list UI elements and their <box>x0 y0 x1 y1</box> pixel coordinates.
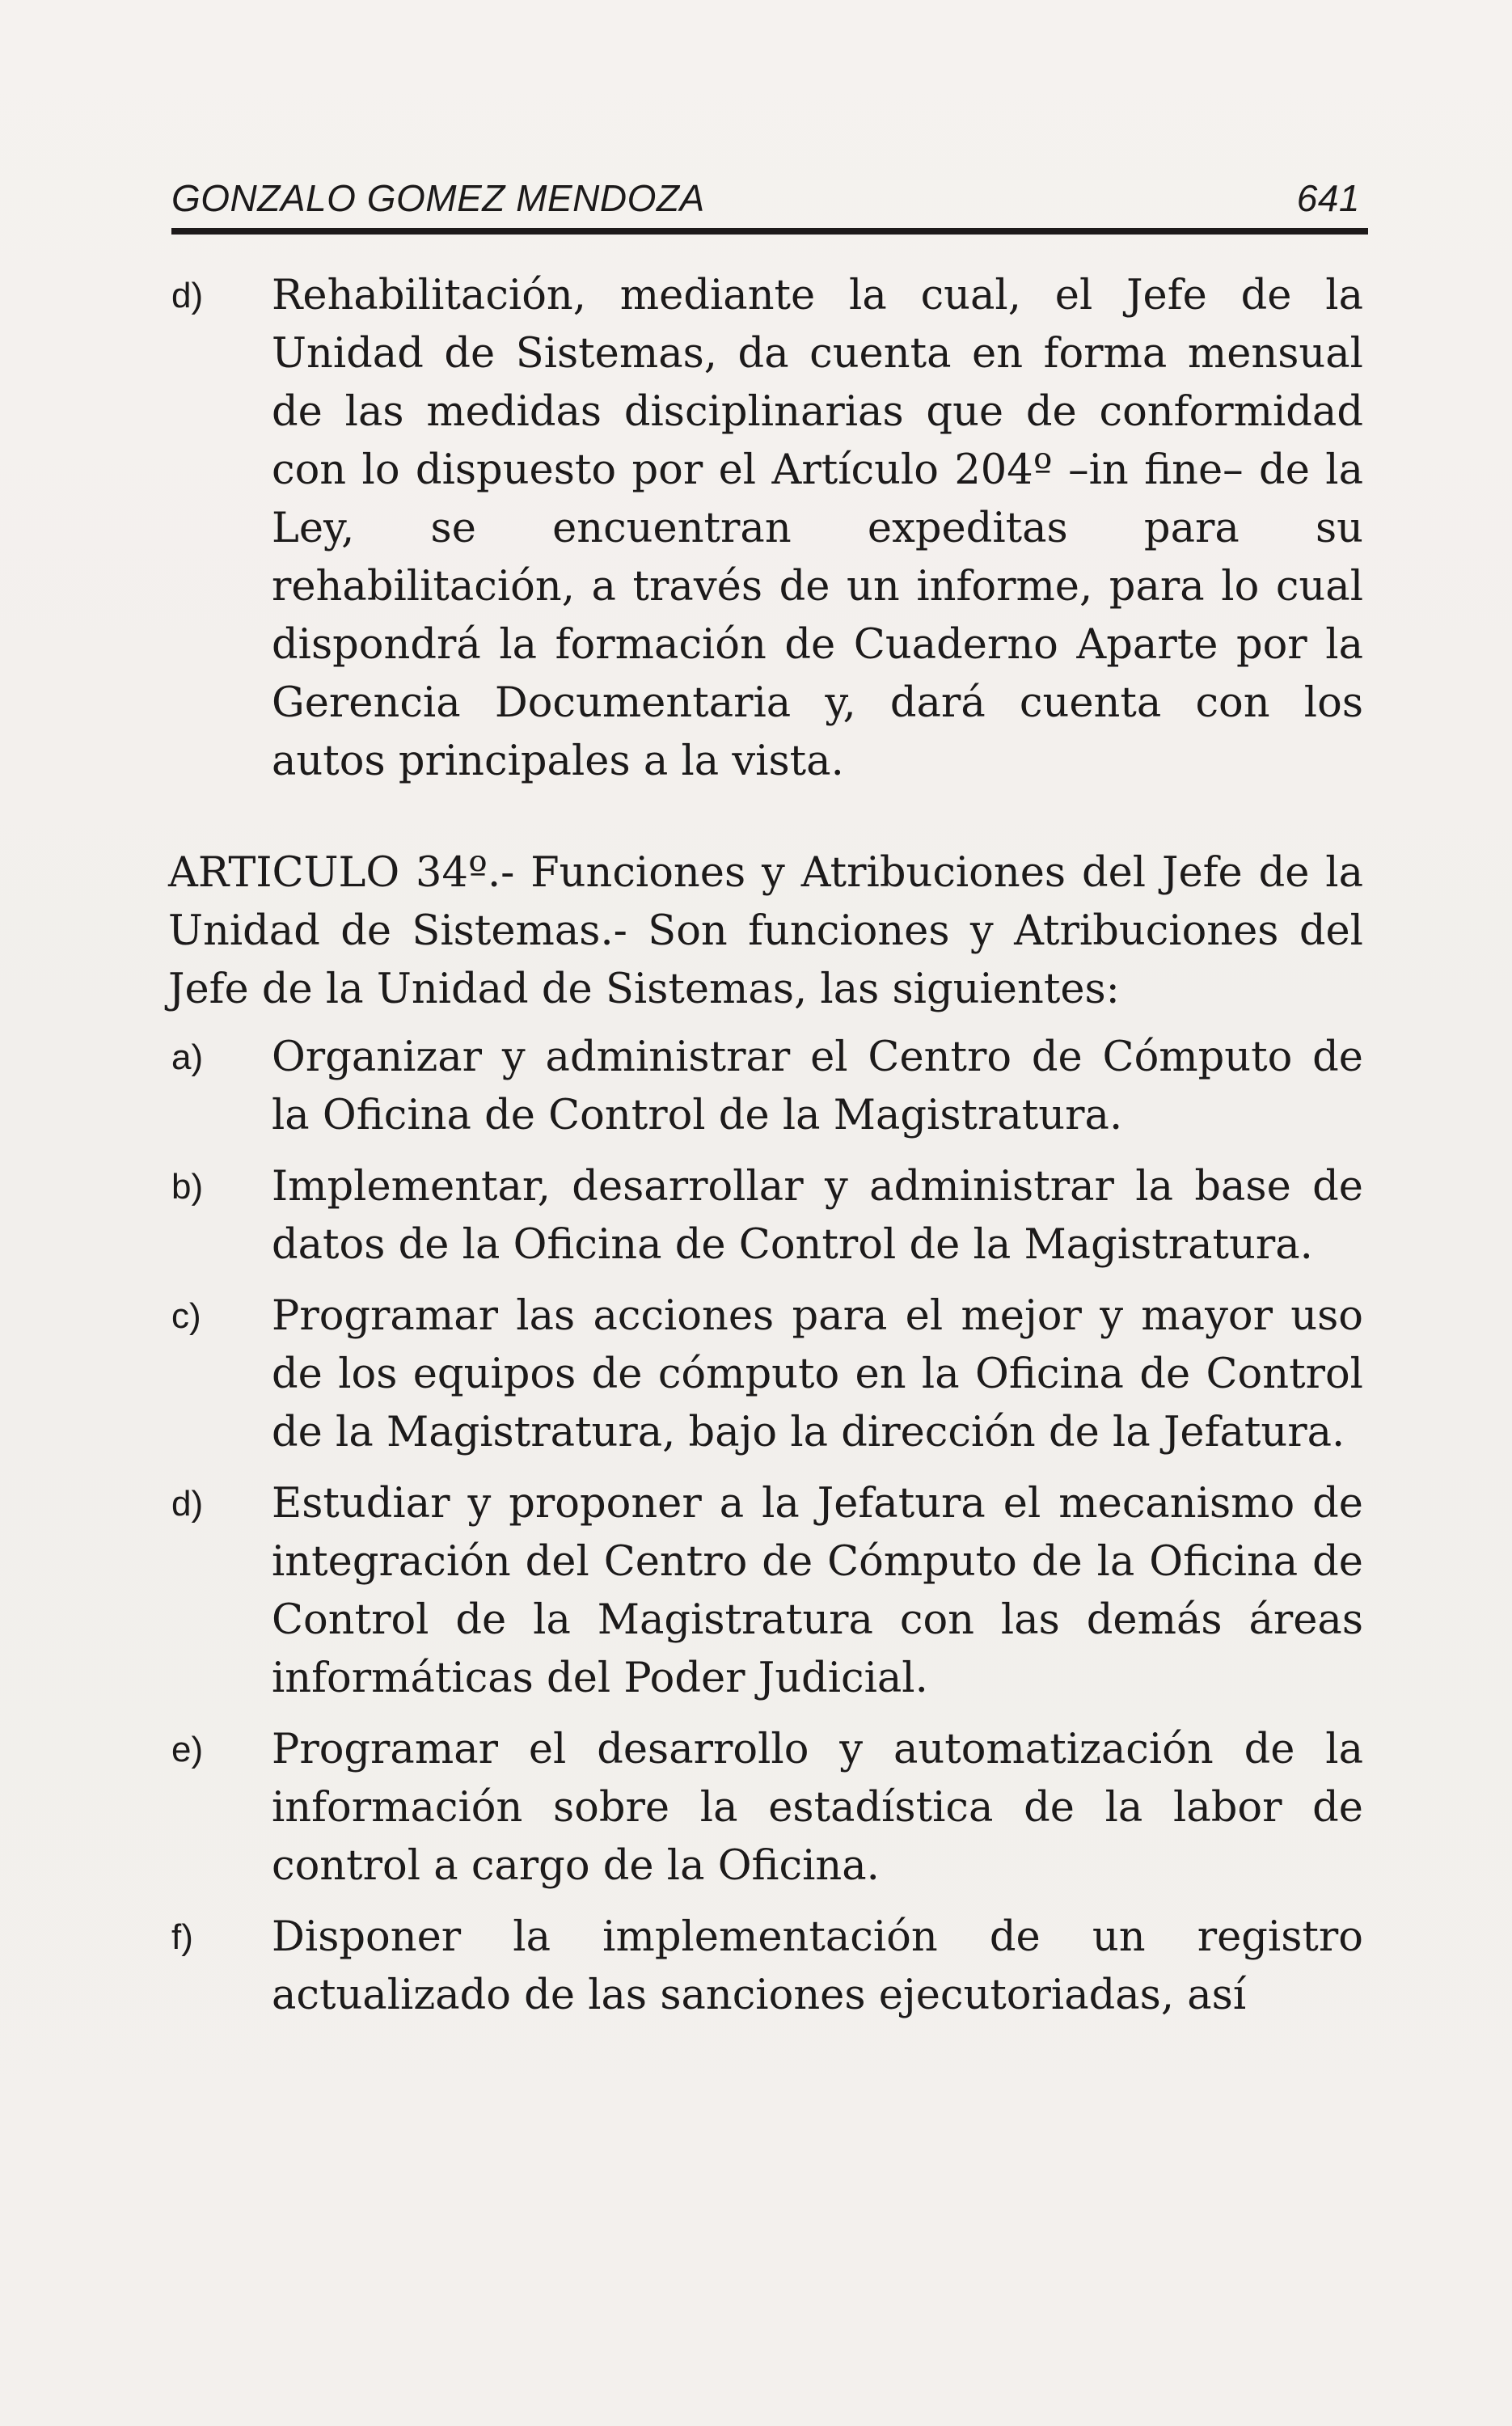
article-34-heading: ARTICULO 34º.- Funciones y Atribuciones del Jefe de la Unidad de Sistemas.- Son funciones y Atribuciones del Jefe de la Unidad de Sistemas, las siguientes: <box>168 849 1363 1013</box>
list-marker: f) <box>171 1917 193 1957</box>
list-item-text: Organizar y administrar el Centro de Cómputo de la Oficina de Control de la Magistratura. <box>272 1033 1363 1139</box>
list-item <box>168 1475 1363 1708</box>
page-body <box>168 267 1363 2025</box>
running-head <box>171 139 1360 217</box>
page-number: 641 <box>1296 177 1360 219</box>
list-marker: e) <box>171 1730 204 1769</box>
list-item <box>168 1721 1363 1896</box>
list-item <box>168 1908 1363 2025</box>
running-head-author: GONZALO GOMEZ MENDOZA <box>171 177 705 219</box>
article-34-functions-list <box>168 1029 1363 2025</box>
list-item-text: Estudiar y proponer a la Jefatura el mecanismo de integración del Centro de Cómputo de la Oficina de Control de la Magistratura con las demás áreas informáticas del Poder Judicial. <box>272 1480 1363 1702</box>
list-marker: b) <box>171 1167 204 1207</box>
list-item-text: Programar el desarrollo y automatización de la información sobre la estadística de la labor de control a cargo de la Oficina. <box>272 1726 1363 1890</box>
list-item <box>168 1029 1363 1145</box>
list-item <box>168 1287 1363 1462</box>
list-marker: d) <box>171 1484 204 1524</box>
header-rule <box>171 228 1368 235</box>
list-item-d-rehabilitacion <box>168 267 1363 791</box>
list-item <box>168 1158 1363 1274</box>
list-item-text: Implementar, desarrollar y administrar la base de datos de la Oficina de Control de la Magistratura. <box>272 1163 1363 1269</box>
list-marker: a) <box>171 1038 204 1077</box>
list-item-text: Disponer la implementación de un registro actualizado de las sanciones ejecutoriadas, así <box>272 1913 1363 2019</box>
list-item-text: Programar las acciones para el mejor y mayor uso de los equipos de cómputo en la Oficina de Control de la Magistratura, bajo la dirección de la Jefatura. <box>272 1292 1363 1456</box>
list-item-text: Rehabilitación, mediante la cual, el Jefe de la Unidad de Sistemas, da cuenta en forma mensual de las medidas disciplinarias que de conformidad con lo dispuesto por el Artículo 204º –in fine– de la Ley, se encuentran expeditas para su rehabilitación, a través de un informe, para lo cual dispondrá la formación de Cuaderno Aparte por la Gerencia Documentaria y, dará cuenta con los autos principales a la vista. <box>272 272 1363 785</box>
list-marker: c) <box>171 1296 201 1336</box>
list-marker: d) <box>171 276 204 315</box>
